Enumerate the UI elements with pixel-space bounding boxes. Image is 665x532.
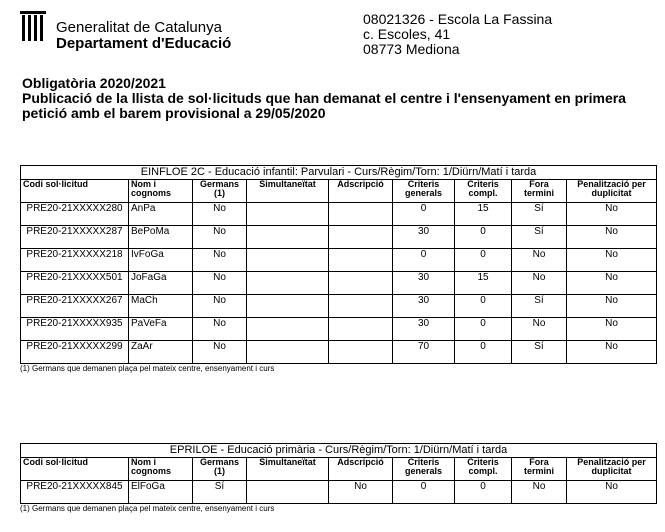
cell-simultaneitat <box>247 203 329 226</box>
table-row <box>21 272 657 295</box>
table-row <box>21 203 657 226</box>
col-codi: Codi sol·licitud <box>21 458 129 481</box>
cell-simultaneitat <box>247 341 329 364</box>
cell-nom: BePoMa <box>129 226 193 249</box>
cell-nom: AnPa <box>129 203 193 226</box>
cell-criteris-generals: 30 <box>393 272 455 295</box>
cell-penalitzacio: No <box>567 341 657 364</box>
school-address: c. Escoles, 41 <box>363 26 451 42</box>
cell-fora-termini: Sí <box>512 226 567 249</box>
header-row <box>21 180 657 203</box>
col-criteris-compl: Criteris compl. <box>455 458 512 481</box>
school-code-name: 08021326 - Escola La Fassina <box>363 11 553 27</box>
cell-criteris-compl: 0 <box>455 249 512 272</box>
title-year: Obligatòria 2020/2021 <box>22 75 166 91</box>
table-row <box>21 341 657 364</box>
section-einfloe <box>20 165 656 374</box>
cell-codi: PRE20-21XXXXX280 <box>21 203 129 226</box>
cell-criteris-generals: 30 <box>393 295 455 318</box>
cell-adscripcio: No <box>329 481 393 504</box>
table-row <box>21 295 657 318</box>
cell-nom: PaVeFa <box>129 318 193 341</box>
cell-adscripcio <box>329 272 393 295</box>
col-fora-termini: Fora termini <box>512 458 567 481</box>
logo-line-generalitat: Generalitat de Catalunya <box>56 19 222 36</box>
footnote: (1) Germans que demanen plaça pel mateix centre, ensenyament i curs <box>20 504 275 513</box>
cell-criteris-compl: 0 <box>455 226 512 249</box>
generalitat-logo <box>20 11 235 55</box>
cell-criteris-generals: 70 <box>393 341 455 364</box>
section-title: EPRILOE - Educació primària - Curs/Règim/Torn: 1/Diürn/Matí i tarda <box>21 444 657 458</box>
cell-criteris-compl: 0 <box>455 318 512 341</box>
col-nom: Nom i cognoms <box>129 180 193 203</box>
cell-simultaneitat <box>247 249 329 272</box>
cell-adscripcio <box>329 226 393 249</box>
cell-fora-termini: No <box>512 318 567 341</box>
logo-line-department: Departament d'Educació <box>56 35 232 52</box>
cell-germans: No <box>193 203 247 226</box>
col-codi: Codi sol·licitud <box>21 180 129 203</box>
cell-adscripcio <box>329 295 393 318</box>
table-row <box>21 226 657 249</box>
cell-criteris-compl: 15 <box>455 203 512 226</box>
cell-criteris-compl: 0 <box>455 481 512 504</box>
col-penalitzacio: Penalització per duplicitat <box>567 458 657 481</box>
cell-codi: PRE20-21XXXXX845 <box>21 481 129 504</box>
cell-simultaneitat <box>247 318 329 341</box>
cell-simultaneitat <box>247 295 329 318</box>
cell-penalitzacio: No <box>567 295 657 318</box>
cell-germans: No <box>193 295 247 318</box>
cell-codi: PRE20-21XXXXX218 <box>21 249 129 272</box>
cell-adscripcio <box>329 249 393 272</box>
cell-nom: ElFoGa <box>129 481 193 504</box>
requests-table <box>20 165 657 364</box>
cell-fora-termini: Sí <box>512 203 567 226</box>
section-epriloe <box>20 443 656 514</box>
cell-penalitzacio: No <box>567 249 657 272</box>
cell-adscripcio <box>329 203 393 226</box>
cell-criteris-compl: 0 <box>455 341 512 364</box>
col-simultaneitat: Simultaneïtat <box>247 180 329 203</box>
cell-nom: JoFaGa <box>129 272 193 295</box>
cell-adscripcio <box>329 318 393 341</box>
col-germans: Germans (1) <box>193 180 247 203</box>
cell-nom: ZaAr <box>129 341 193 364</box>
cell-simultaneitat <box>247 272 329 295</box>
school-city: 08773 Mediona <box>363 41 460 57</box>
cell-criteris-generals: 0 <box>393 481 455 504</box>
footnote: (1) Germans que demanen plaça pel mateix centre, ensenyament i curs <box>20 364 275 373</box>
cell-nom: MaCh <box>129 295 193 318</box>
cell-penalitzacio: No <box>567 203 657 226</box>
header-row <box>21 458 657 481</box>
col-nom: Nom i cognoms <box>129 458 193 481</box>
cell-fora-termini: No <box>512 481 567 504</box>
cell-criteris-generals: 0 <box>393 249 455 272</box>
cell-penalitzacio: No <box>567 226 657 249</box>
cell-criteris-generals: 0 <box>393 203 455 226</box>
cell-germans: No <box>193 341 247 364</box>
col-adscripcio: Adscripció <box>329 458 393 481</box>
cell-fora-termini: No <box>512 272 567 295</box>
col-fora-termini: Fora termini <box>512 180 567 203</box>
cell-simultaneitat <box>247 226 329 249</box>
section-title: EINFLOE 2C - Educació infantil: Parvulari - Curs/Règim/Torn: 1/Diürn/Matí i tarda <box>21 166 657 180</box>
col-adscripcio: Adscripció <box>329 180 393 203</box>
cell-penalitzacio: No <box>567 481 657 504</box>
table-row <box>21 318 657 341</box>
school-info <box>363 12 552 57</box>
cell-codi: PRE20-21XXXXX267 <box>21 295 129 318</box>
col-penalitzacio: Penalització per duplicitat <box>567 180 657 203</box>
cell-adscripcio <box>329 341 393 364</box>
col-criteris-generals: Criteris generals <box>393 180 455 203</box>
cell-fora-termini: No <box>512 249 567 272</box>
cell-fora-termini: Sí <box>512 295 567 318</box>
cell-germans: No <box>193 272 247 295</box>
cell-fora-termini: Sí <box>512 341 567 364</box>
col-simultaneitat: Simultaneïtat <box>247 458 329 481</box>
cell-penalitzacio: No <box>567 272 657 295</box>
requests-table <box>20 443 657 504</box>
cell-penalitzacio: No <box>567 318 657 341</box>
cell-germans: No <box>193 249 247 272</box>
page-title <box>22 76 642 121</box>
cell-criteris-generals: 30 <box>393 226 455 249</box>
cell-simultaneitat <box>247 481 329 504</box>
cell-germans: No <box>193 226 247 249</box>
catalan-flag-icon <box>20 11 46 43</box>
col-germans: Germans (1) <box>193 458 247 481</box>
cell-germans: No <box>193 318 247 341</box>
col-criteris-compl: Criteris compl. <box>455 180 512 203</box>
table-row <box>21 481 657 504</box>
cell-criteris-compl: 0 <box>455 295 512 318</box>
cell-germans: Sí <box>193 481 247 504</box>
cell-codi: PRE20-21XXXXX501 <box>21 272 129 295</box>
cell-codi: PRE20-21XXXXX935 <box>21 318 129 341</box>
cell-nom: IvFoGa <box>129 249 193 272</box>
title-description: Publicació de la llista de sol·licituds que han demanat el centre i l'ensenyament en primera petició amb el barem provisional a 29/05/2020 <box>22 90 626 121</box>
cell-criteris-compl: 15 <box>455 272 512 295</box>
col-criteris-generals: Criteris generals <box>393 458 455 481</box>
cell-codi: PRE20-21XXXXX287 <box>21 226 129 249</box>
cell-criteris-generals: 30 <box>393 318 455 341</box>
table-row <box>21 249 657 272</box>
cell-codi: PRE20-21XXXXX299 <box>21 341 129 364</box>
